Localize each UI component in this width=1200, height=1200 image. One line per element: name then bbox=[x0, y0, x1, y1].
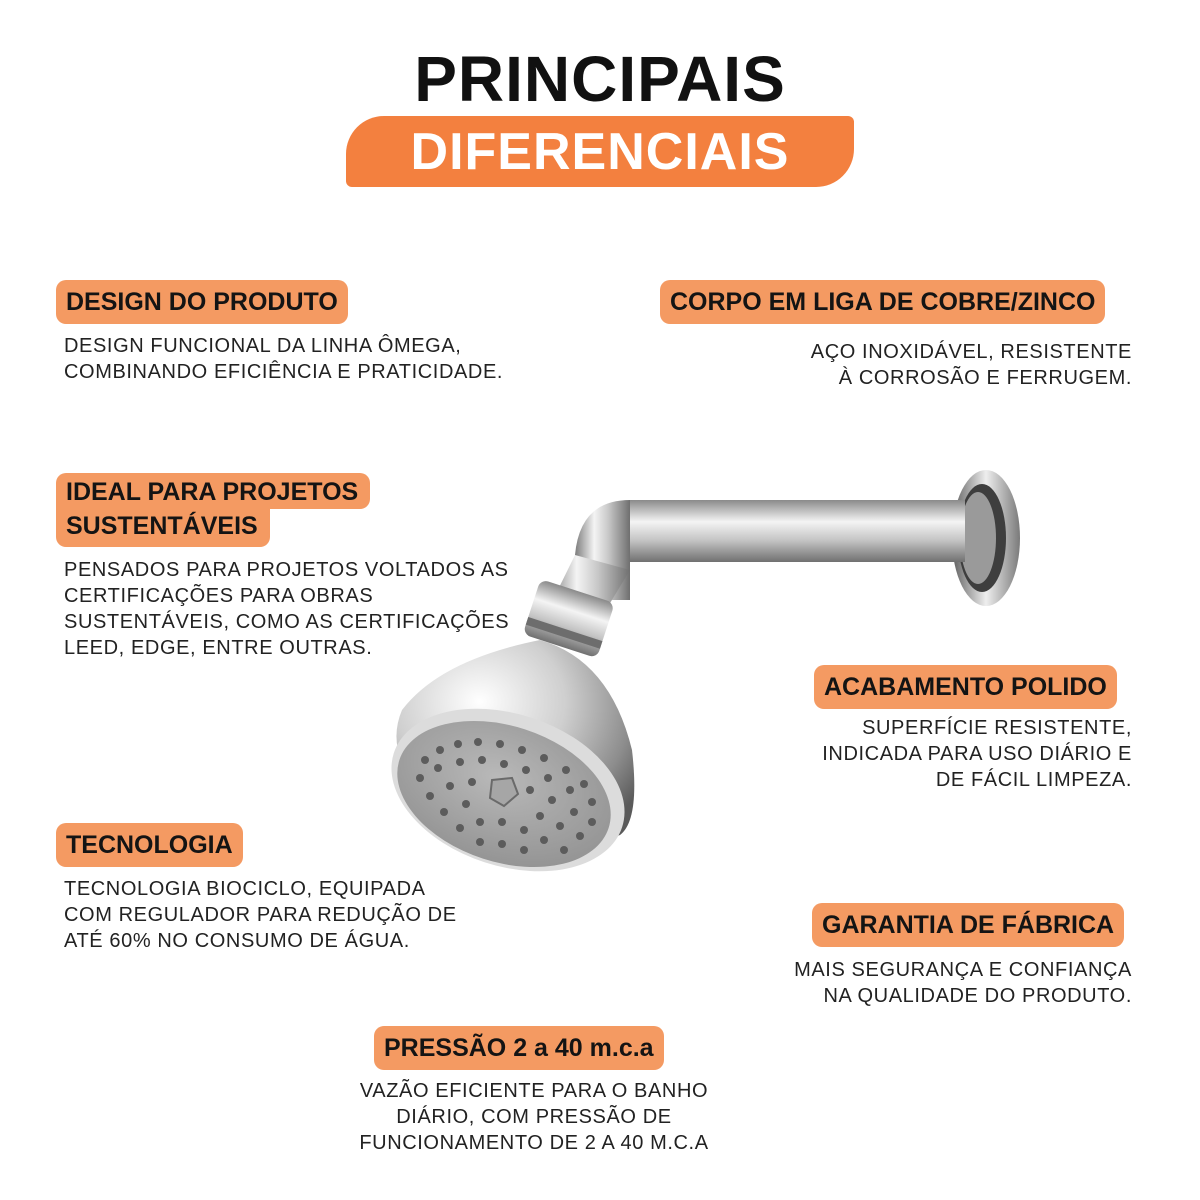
feature-tag-corpo: CORPO EM LIGA DE COBRE/ZINCO bbox=[660, 280, 1105, 324]
desc-line: DE FÁCIL LIMPEZA. bbox=[935, 769, 1132, 791]
tag-line: IDEAL PARA PROJETOS bbox=[56, 473, 370, 509]
page-title: PRINCIPAIS bbox=[414, 43, 786, 115]
desc-line: ATÉ 60% NO CONSUMO DE ÁGUA. bbox=[64, 930, 410, 952]
desc-line: INDICADA PARA USO DIÁRIO E bbox=[822, 743, 1132, 765]
feature-desc-ideal bbox=[64, 557, 509, 661]
desc-line: TECNOLOGIA BIOCICLO, EQUIPADA bbox=[64, 878, 426, 900]
desc-line: FUNCIONAMENTO DE 2 A 40 M.C.A bbox=[359, 1132, 709, 1154]
feature-desc-design bbox=[64, 333, 503, 385]
desc-line: VAZÃO EFICIENTE PARA O BANHO bbox=[359, 1080, 709, 1102]
desc-line: CERTIFICAÇÕES PARA OBRAS bbox=[64, 585, 374, 607]
desc-line: DIÁRIO, COM PRESSÃO DE bbox=[396, 1106, 672, 1128]
desc-line: SUSTENTÁVEIS, COMO AS CERTIFICAÇÕES bbox=[64, 611, 510, 633]
desc-line: LEED, EDGE, ENTRE OUTRAS. bbox=[64, 637, 373, 659]
desc-line: MAIS SEGURANÇA E CONFIANÇA bbox=[794, 959, 1132, 981]
desc-line: COMBINANDO EFICIÊNCIA E PRATICIDADE. bbox=[64, 361, 504, 383]
subtitle-badge bbox=[346, 116, 854, 187]
desc-line: AÇO INOXIDÁVEL, RESISTENTE bbox=[810, 341, 1132, 363]
feature-desc-garantia bbox=[794, 957, 1132, 1009]
feature-desc-pressao bbox=[334, 1078, 734, 1156]
feature-tag-garantia: GARANTIA DE FÁBRICA bbox=[812, 903, 1124, 947]
feature-tag-tecnologia: TECNOLOGIA bbox=[56, 823, 243, 867]
desc-line: À CORROSÃO E FERRUGEM. bbox=[838, 367, 1132, 389]
feature-desc-tecnologia bbox=[64, 876, 457, 954]
desc-line: PENSADOS PARA PROJETOS VOLTADOS AS bbox=[64, 559, 509, 581]
feature-tag-design: DESIGN DO PRODUTO bbox=[56, 280, 348, 324]
page-subtitle: DIFERENCIAIS bbox=[410, 122, 790, 181]
desc-line: DESIGN FUNCIONAL DA LINHA ÔMEGA, bbox=[64, 335, 462, 357]
tag-line: SUSTENTÁVEIS bbox=[56, 509, 270, 547]
feature-tag-acabamento: ACABAMENTO POLIDO bbox=[814, 665, 1117, 709]
feature-tag-ideal bbox=[56, 473, 370, 547]
desc-line: NA QUALIDADE DO PRODUTO. bbox=[823, 985, 1132, 1007]
desc-line: SUPERFÍCIE RESISTENTE, bbox=[862, 717, 1132, 739]
feature-tag-pressao: PRESSÃO 2 a 40 m.c.a bbox=[374, 1026, 664, 1070]
feature-desc-acabamento bbox=[822, 715, 1132, 793]
desc-line: COM REGULADOR PARA REDUÇÃO DE bbox=[64, 904, 457, 926]
feature-desc-corpo bbox=[811, 339, 1132, 391]
